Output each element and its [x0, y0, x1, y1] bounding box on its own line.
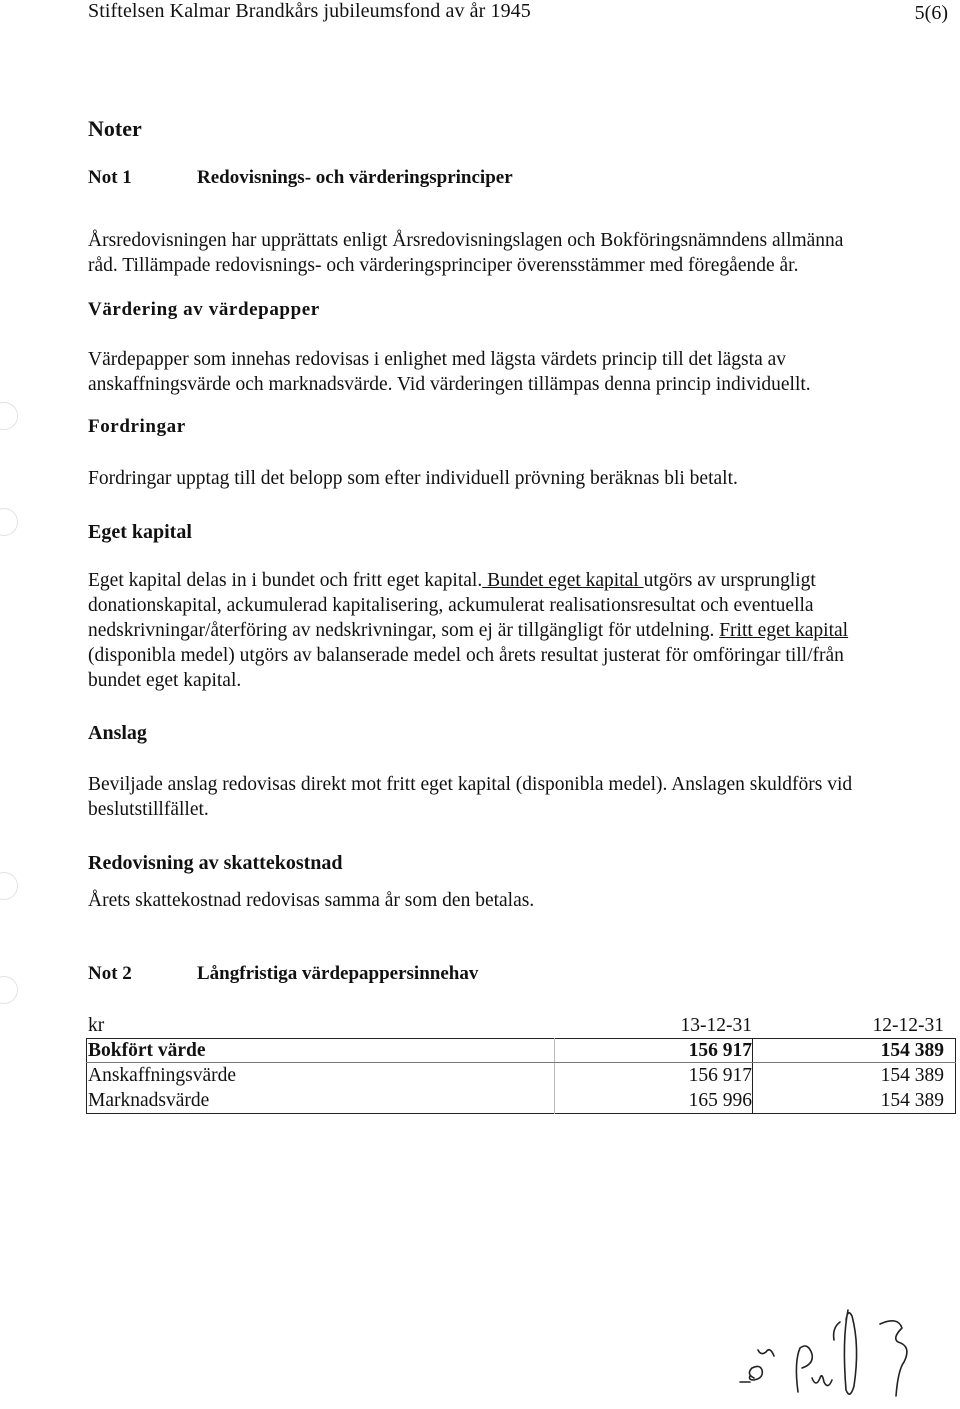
handwritten-signature — [700, 1300, 958, 1405]
row-value-previous: 154 389 — [880, 1090, 944, 1111]
grants-text — [88, 772, 852, 822]
text-line: beslutstillfället. — [88, 799, 209, 820]
text-line: Årsredovisningen har upprättats enligt Årsredovisningslagen och Bokföringsnämndens allmänna — [88, 230, 844, 251]
grants-heading: Anslag — [88, 722, 147, 744]
header-year-current: 13-12-31 — [680, 1015, 752, 1036]
table-row — [86, 1039, 956, 1064]
row-label: Marknadsvärde — [88, 1090, 210, 1111]
text-line — [88, 618, 848, 643]
text-span: Eget kapital delas in i bundet och fritt eget kapital. — [88, 570, 483, 591]
row-value-previous: 154 389 — [880, 1065, 944, 1086]
note1-intro — [88, 228, 843, 278]
header-year-previous: 12-12-31 — [872, 1015, 944, 1036]
header-unit: kr — [88, 1015, 105, 1036]
text-line: råd. Tillämpade redovisnings- och värderingsprinciper överensstämmer med föregående år. — [88, 255, 799, 276]
note2-number: Not 2 — [88, 963, 132, 984]
table-row — [86, 1089, 956, 1114]
row-label: Anskaffningsvärde — [88, 1065, 237, 1086]
receivables-text — [88, 466, 738, 491]
text-span: utgörs av ursprungligt — [643, 570, 816, 591]
text-line: anskaffningsvärde och marknadsvärde. Vid värderingen tillämpas denna princip individuellt. — [88, 374, 811, 395]
valuation-heading: Värdering av värdepapper — [88, 299, 320, 320]
text-span: nedskrivningar/återföring av nedskrivningar, som ej är tillgängligt för utdelning. — [88, 620, 715, 641]
row-value-current: 156 917 — [688, 1065, 752, 1086]
note1-number: Not 1 — [88, 167, 132, 188]
text-line: (disponibla medel) utgörs av balanserade medel och årets resultat justerat för omföringar till/från — [88, 645, 844, 666]
text-line: Beviljade anslag redovisas direkt mot fritt eget kapital (disponibla medel). Anslagen skuldförs vid — [88, 774, 853, 795]
note2-title: Långfristiga värdepappersinnehav — [197, 963, 479, 984]
table-header-row — [86, 1014, 956, 1039]
binder-hole — [0, 508, 18, 536]
row-value-previous: 154 389 — [880, 1040, 944, 1061]
text-line: Årets skattekostnad redovisas samma år som den betalas. — [88, 890, 535, 911]
row-label: Bokfört värde — [88, 1040, 206, 1061]
underlined-term: Fritt eget kapital — [719, 620, 849, 641]
securities-table — [86, 1014, 956, 1114]
note1-title: Redovisnings- och värderingsprinciper — [197, 167, 513, 188]
text-line: bundet eget kapital. — [88, 670, 242, 691]
row-value-current: 156 917 — [688, 1040, 752, 1061]
table-row — [86, 1064, 956, 1089]
text-line — [88, 568, 848, 593]
notes-heading: Noter — [88, 116, 142, 141]
binder-hole — [0, 976, 18, 1004]
underlined-term: Bundet eget kapital — [482, 570, 644, 591]
binder-hole — [0, 402, 18, 430]
equity-heading: Eget kapital — [88, 521, 192, 543]
equity-text — [88, 568, 848, 693]
tax-text — [88, 888, 534, 913]
row-value-current: 165 996 — [688, 1090, 752, 1111]
document-title: Stiftelsen Kalmar Brandkårs jubileumsfond av år 1945 — [88, 0, 531, 22]
text-line: donationskapital, ackumulerad kapitalisering, ackumulerat realisationsresultat och eventuella — [88, 595, 814, 616]
text-line: Värdepapper som innehas redovisas i enlighet med lägsta värdets princip till det lägsta av — [88, 349, 787, 370]
tax-heading: Redovisning av skattekostnad — [88, 852, 343, 874]
valuation-text — [88, 347, 811, 397]
binder-hole — [0, 872, 18, 900]
page-number: 5(6) — [914, 2, 948, 24]
text-line: Fordringar upptag till det belopp som efter individuell prövning beräknas bli betalt. — [88, 468, 738, 489]
receivables-heading: Fordringar — [88, 416, 186, 437]
